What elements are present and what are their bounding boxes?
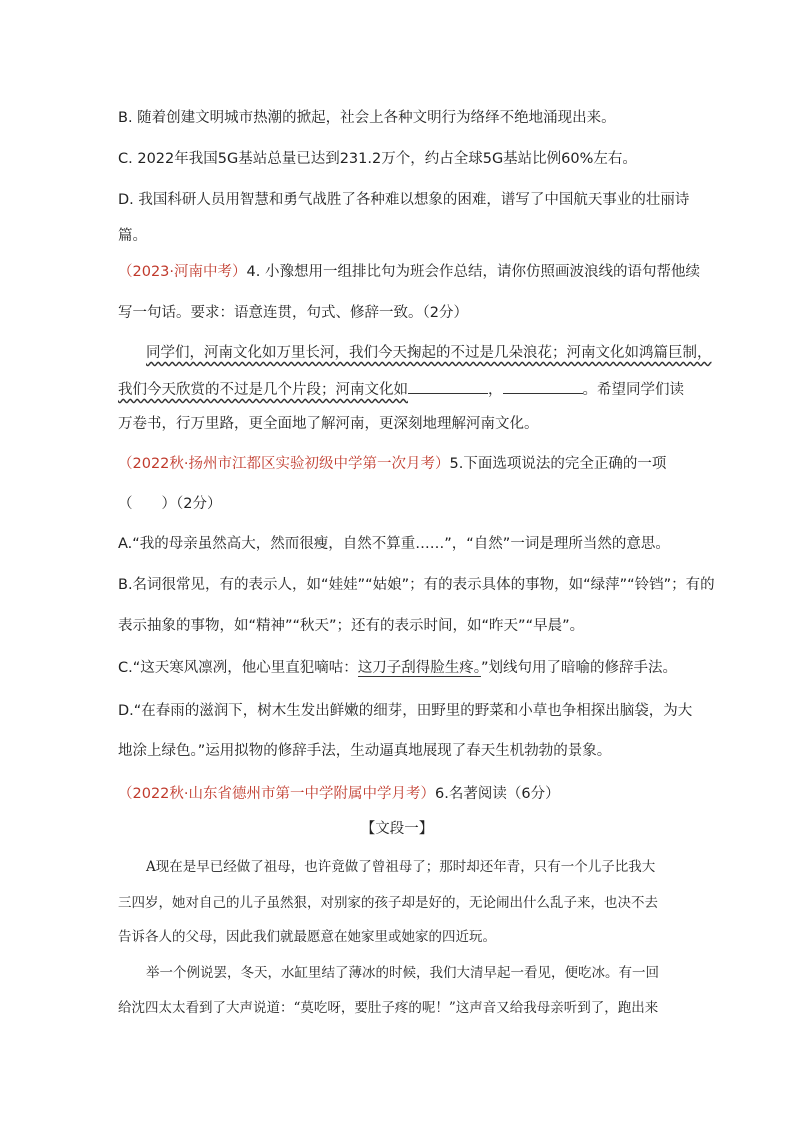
option-c: C. 2022年我国5G基站总量已达到231.2万个，约占全球5G基站比例60%左右。 [118,151,637,167]
passage-4-line-1 [146,343,712,363]
passage-4-continuation: 。希望同学们读 [582,382,684,398]
question-5-option-d-line-2: 地涂上绿色。”运用拟物的修辞手法，生动逼真地展现了春天生机勃勃的景象。 [118,743,612,759]
question-5-option-b-line-1: B.名词很常见，有的表示人，如“娃娃”“姑娘”；有的表示具体的事物，如“绿萍”“铃铛”；有的 [118,577,715,593]
excerpt-line-2: 三四岁，她对自己的儿子虽然狠，对别家的孩子却是好的，无论闹出什么乱子来，也决不去 [118,895,658,911]
question-6-text: 6.名著阅读（6分） [435,786,560,802]
question-4-line-1 [118,262,700,282]
option-d-line-2: 篇。 [118,228,147,244]
question-5-option-c [118,658,677,678]
passage-4-line-3: 万卷书，行万里路，更全面地了解河南，更深刻地理解河南文化。 [118,416,539,432]
underlined-sentence: 这刀子刮得脸生疼。 [357,660,481,676]
option-c-text-end: ”划线句用了暗喻的修辞手法。 [481,660,678,676]
question-5-option-a: A.“我的母亲虽然高大，然而很瘦，自然不算重……”，“自然”一词是理所当然的意思。 [118,536,670,552]
question-5-line-2: （ ）（2分） [118,496,222,512]
question-6-source: （2022秋·山东省德州市第一中学附属中学月考） [118,786,436,802]
question-5-text: 5.下面选项说法的完全正确的一项 [449,456,667,472]
section-title: 【文段一】 [360,821,434,837]
question-4-line-2: 写一句话。要求：语意连贯，句式、修辞一致。（2分） [118,305,468,321]
answer-blank-2[interactable] [503,379,583,394]
option-c-text-start: C.“这天寒风凛冽，他心里直犯嘀咕： [118,660,358,676]
question-5-line-1 [118,454,666,474]
wavy-underlined-sentence-end: 我们今天欣赏的不过是几个片段；河南文化如 [118,382,408,398]
answer-blank-1[interactable] [408,379,488,394]
question-6-line [118,784,560,804]
question-5-source: （2022秋·扬州市江都区实验初级中学第一次月考） [118,456,450,472]
excerpt-line-1: A现在是早已经做了祖母，也许竟做了曾祖母了；那时却还年青，只有一个儿子比我大 [146,859,656,875]
passage-4-line-2 [118,379,684,400]
excerpt-line-5: 给沈四太太看到了大声说道：“莫吃呀，要肚子疼的呢！”这声音又给我母亲听到了，跑出来 [118,1000,659,1016]
option-d-line-1: D. 我国科研人员用智慧和勇气战胜了各种难以想象的困难，谱写了中国航天事业的壮丽诗 [118,192,690,208]
question-5-option-d-line-1: D.“在春雨的滋润下，树木生发出鲜嫩的细芽，田野里的野菜和小草也争相探出脑袋，为大 [118,703,693,719]
option-b: B. 随着创建文明城市热潮的掀起，社会上各种文明行为络绎不绝地涌现出来。 [118,110,616,126]
question-4-source: （2023·河南中考） [118,264,247,280]
excerpt-line-4: 举一个例说罢，冬天，水缸里结了薄冰的时候，我们大清早起一看见，便吃冰。有一回 [146,965,659,981]
excerpt-line-3: 告诉各人的父母，因此我们就最愿意在她家里或她家的四近玩。 [118,929,496,945]
comma: ， [488,382,503,398]
question-5-option-b-line-2: 表示抽象的事物，如“精神”“秋天”；还有的表示时间，如“昨天”“早晨”。 [118,618,585,634]
question-4-text: 4. 小豫想用一组排比句为班会作总结，请你仿照画波浪线的语句帮他续 [246,264,700,280]
wavy-underlined-sentence: 同学们，河南文化如万里长河，我们今天掬起的不过是几朵浪花；河南文化如鸿篇巨制， [146,345,712,361]
